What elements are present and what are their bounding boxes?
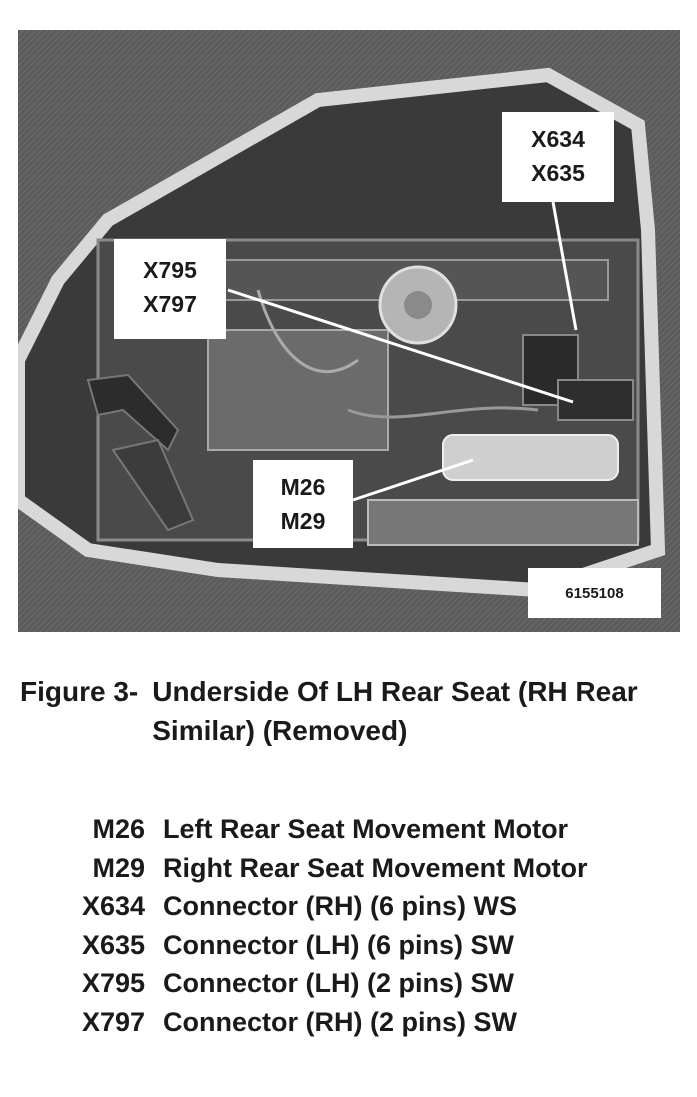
figure-caption (20, 672, 680, 750)
callout-x797: X797 (143, 291, 197, 317)
callout-x795: X795 (143, 257, 197, 283)
legend-code: X795 (81, 968, 145, 998)
legend-code: X634 (81, 891, 145, 921)
callout-m29: M29 (280, 508, 326, 534)
legend-code: M26 (92, 814, 145, 844)
legend-code: X635 (81, 929, 145, 960)
legend-desc: Connector (RH) (6 pins) WS (163, 891, 517, 921)
callout-x635: X635 (531, 160, 585, 186)
callout-x795-x797 (114, 239, 226, 339)
legend-desc: Right Rear Seat Movement Motor (163, 852, 588, 883)
caption-text: Underside Of LH Rear Seat (RH Rear Similar) (Removed) (152, 676, 638, 746)
legend-code: M29 (92, 852, 145, 883)
legend-row (50, 810, 690, 849)
callout-m26: M26 (280, 474, 326, 500)
legend-row (50, 887, 690, 926)
caption-label: Figure 3- (20, 676, 139, 707)
legend-desc: Connector (LH) (2 pins) SW (163, 968, 514, 998)
legend-desc: Left Rear Seat Movement Motor (163, 814, 569, 844)
legend-desc: Connector (LH) (6 pins) SW (163, 929, 514, 960)
legend-row (50, 849, 690, 888)
legend-desc: Connector (RH) (2 pins) SW (163, 1006, 517, 1037)
callout-x634-x635 (502, 112, 614, 202)
component-legend (50, 810, 690, 1041)
legend-code: X797 (81, 1006, 145, 1037)
callout-x634: X634 (531, 126, 585, 152)
figure-id-label: 6155108 (528, 568, 661, 618)
legend-row (50, 926, 690, 965)
seat-underside-photo (18, 30, 680, 632)
legend-row (50, 964, 690, 1003)
legend-row (50, 1003, 690, 1042)
callout-m26-m29 (253, 460, 353, 548)
